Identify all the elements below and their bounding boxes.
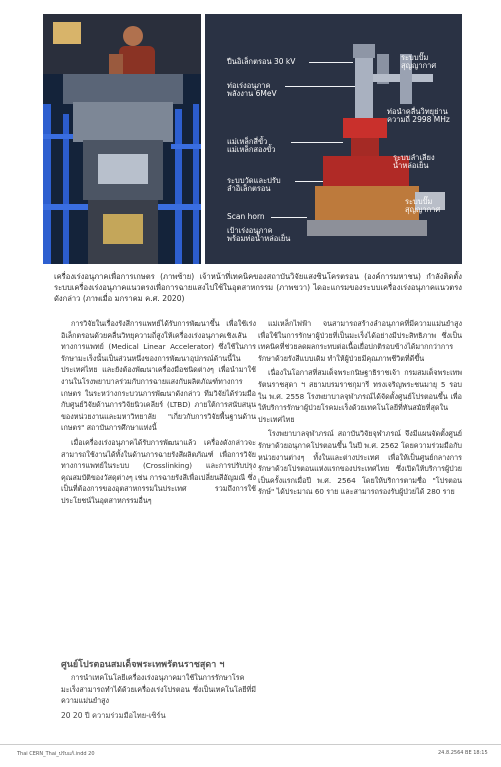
label-vacuum-pump-top: ระบบปั๊ม สุญญากาศ [401,53,437,70]
label-accel-tube: ท่อเร่งอนุภาค พลังงาน 6MeV [227,81,277,98]
footer-rule [0,744,501,745]
label-target-window: เป้าเร่งอนุภาค พร้อมท่อน้ำหล่อเย็น [227,226,291,243]
left-column-after-heading [61,672,256,707]
leader-line [285,86,355,87]
left-paragraph-2: เมื่อเครื่องเร่งอนุภาคได้รับการพัฒนาแล้ว เครื่องดังกล่าวจะสามารถใช้งานได้ทั้งในด้านการฉายรังสีผลิตภัณฑ์ เพื่อการวิจัยทางการแพทย์ในระบบ (Crosslinking) และการปรับปรุงคุณสมบัติของวัสดุต่างๆ เช่น การฉายรังสีเพื่อเปลี่ยนสีอัญมณี ซึ่งเป็นที่ต้องการของอุตสาหกรรมในประเทศ รวมถึงการใช้ประโยชน์ในอุตสาหกรรมอื่นๆ [61,437,256,505]
accelerator-diagram [205,14,462,264]
accelerator-photo [43,14,201,264]
figure-caption: เครื่องเร่งอนุภาคเพื่อการเกษตร (ภาพซ้าย) เจ้าหน้าที่เทคนิคของสถาบันวิจัยแสงซินโครตรอน (องค์การมหาชน) กำลังติดตั้งระบบเครื่องเร่งอนุภาคแนวตรงเพื่อการฉายแสงไปใช้ในอุตสาหกรรม (ภาพขวา) ไดอะแกรมของระบบเครื่องเร่งอนุภาคแนวตรงดังกล่าว (ภาพเมื่อ มกราคม ค.ศ. 2020) [54,272,462,303]
label-electron-gun: ปืนอิเล็กตรอน 30 kV [227,57,296,66]
label-magnets: แม่เหล็กสี่ขั้ว แม่เหล็กสองขั้ว [227,137,276,154]
label-beam-control: ระบบวัดและปรับ ลำอิเล็กตรอน [227,176,281,193]
section-heading: ศูนย์โปรตอนสมเด็จพระเทพรัตนราชสุดา ฯ [61,660,225,670]
label-cooling: ระบบลำเลียง น้ำหล่อเย็น [393,153,435,170]
page-number: 20 20 ปี ความร่วมมือไทย-เซิร์น [61,711,166,720]
leader-line [309,62,353,63]
right-paragraph-3: โรงพยาบาลจุฬาภรณ์ สถาบันวิจัยจุฬาภรณ์ จึงมีแผนจัดตั้งศูนย์รักษาด้วยอนุภาคโปรตอนขึ้น ในปี พ.ศ. 2562 โดยความร่วมมือกับหน่วยงานต่างๆ ทั้งในและต่างประเทศ เพื่อให้เป็นศูนย์กลางการรักษาด้วยโปรตอนแห่งแรกของประเทศไทย ซึ่งเปิดให้บริการผู้ป่วยเป็นครั้งแรกเมื่อปี พ.ศ. 2564 โดยให้บริการตามชื่อ "โปรตอนรักษ์" ได้ประมาณ 60 ราย และสามารถรองรับผู้ป่วยได้ 280 ราย [258,429,462,497]
label-scan-horn: Scan horn [227,212,265,221]
label-microwave-guide: ท่อนำคลื่นวิทยุย่าน ความถี่ 2998 MHz [387,107,450,124]
right-paragraph-1: แม่เหล็กไฟฟ้า จนสามารถสร้างลำอนุภาคที่มีความแม่นยำสูง เพื่อใช้ในการรักษาผู้ป่วยที่เป็นมะเร็งได้อย่างมีประสิทธิภาพ ซึ่งเป็นเทคนิคที่ช่วยลดผลกระทบต่อเนื้อเยื่อปกติรอบข้างได้มากกว่าการรักษาด้วยรังสีแบบเดิม ทำให้ผู้ป่วยมีคุณภาพชีวิตที่ดีขึ้น [258,319,462,363]
footer-file-name: Thai CERN_Thai_ปรับแก้.indd 20 [17,751,95,757]
footer-timestamp: 24.8.2564 BE 18:15 [438,750,488,756]
leader-line [291,142,343,143]
leader-line [271,217,307,218]
accelerator-photo-illustration [43,14,201,264]
left-column [61,318,256,507]
leader-line [295,181,323,182]
label-vacuum-pump-bottom: ระบบปั๊ม สุญญากาศ [405,197,441,214]
left-paragraph-3: การนำเทคโนโลยีเครื่องเร่งอนุภาคมาใช้ในการรักษาโรคมะเร็งสามารถทำได้ด้วยเครื่องเร่งโปรตอน ซึ่งเป็นเทคโนโลยีที่มีความแม่นยำสูง [61,673,256,706]
right-paragraph-2: เนื่องในโอกาสที่สมเด็จพระกนิษฐาธิราชเจ้า กรมสมเด็จพระเทพรัตนราชสุดา ฯ สยามบรมราชกุมารี ทรงเจริญพระชนมายุ 5 รอบ ใน พ.ศ. 2558 โรงพยาบาลจุฬาภรณ์ได้จัดตั้งศูนย์โปรตอนขึ้น เพื่อให้บริการรักษาผู้ป่วยโรคมะเร็งด้วยเทคโนโลยีที่ทันสมัยที่สุดในประเทศไทย [258,368,462,424]
right-column [258,318,462,498]
left-paragraph-1: การวิจัยในเรื่องรังสีการแพทย์ได้รับการพัฒนาขึ้น เพื่อใช้เร่งอิเล็กตรอนด้วยคลื่นวิทยุความถี่สูงให้เครื่องเร่งอนุภาคเชิงเส้นทางการแพทย์ (Medical Linear Accelerator) ซึ่งใช้ในการรักษามะเร็งนั้นเป็นส่วนหนึ่งของการพัฒนาอุปกรณ์ด้านนี้ในประเทศไทย และยังต้องพัฒนาเครื่องมือชนิดต่างๆ เพื่อนำมาใช้งานในโรงพยาบาลร่วมกับการฉายแสงกับผลิตภัณฑ์ทางการเกษตร ในระหว่างกระบวนการพัฒนาดังกล่าว ทีมวิจัยได้ร่วมมือกับศูนย์วิจัยด้านการวิจัยนิวเคลียร์ (LTBD) ภายใต้การสนับสนุนของหน่วยงานและมหาวิทยาลัย "เกี่ยวกับการวิจัยพื้นฐานด้านเกษตร" สถาบันการศึกษาแห่งนี้ [61,319,256,433]
